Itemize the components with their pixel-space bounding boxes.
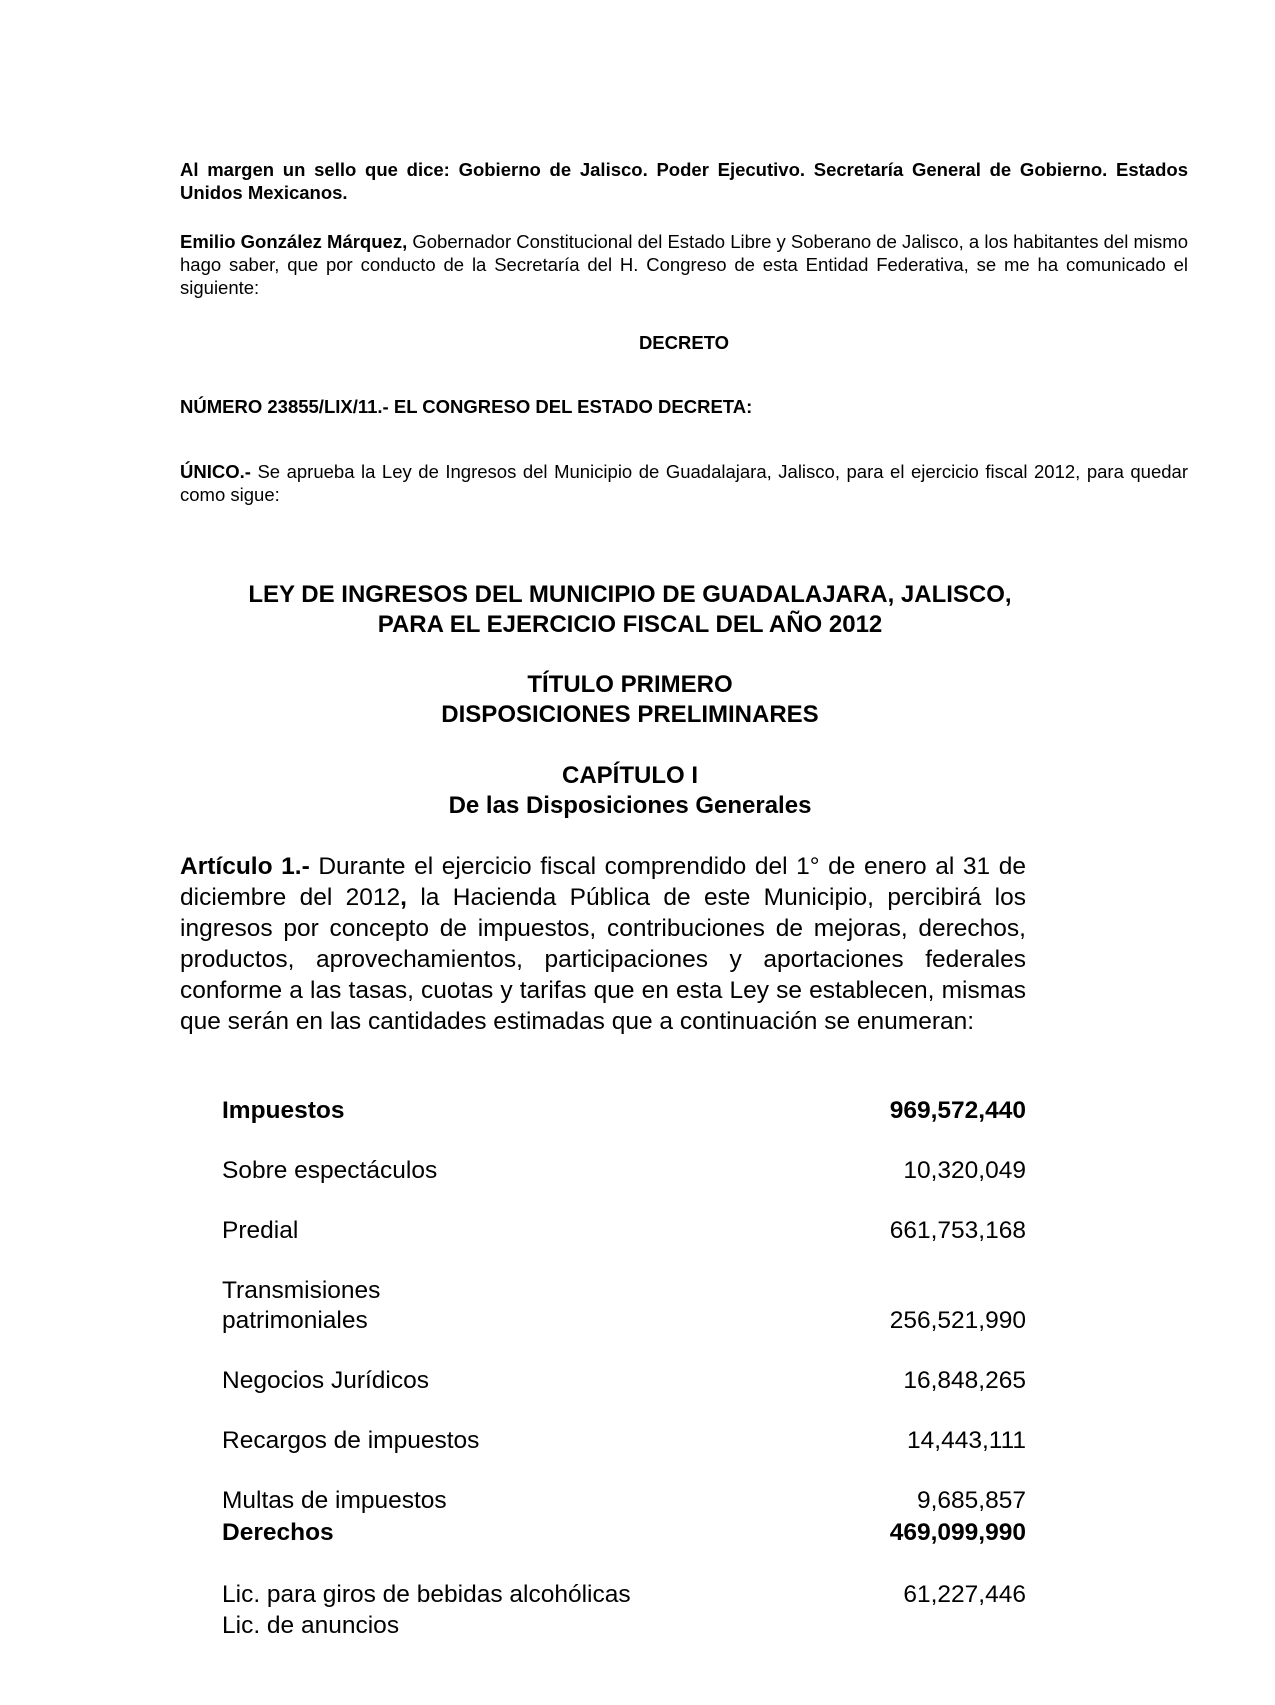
article-label: Artículo 1.- bbox=[180, 853, 310, 880]
titulo-number: TÍTULO PRIMERO bbox=[527, 671, 733, 698]
article-text-b: la Hacienda Pública de este Municipio, percibirá los ingresos por concepto de impuestos, contribuciones de mejoras, derechos, productos, aprovechamientos, participaciones y aportaciones federales conforme a las tasas, cuotas y tarifas que en esta Ley se establecen, mismas que serán en las cantidades estimadas que a continuación se enumeran: bbox=[180, 884, 1026, 1035]
income-label: Sobre espectáculos bbox=[222, 1157, 438, 1184]
income-label bbox=[222, 1276, 380, 1336]
income-label: Impuestos bbox=[222, 1097, 345, 1124]
income-value: 61,227,446 bbox=[903, 1581, 1026, 1608]
governor-name: Emilio González Márquez, bbox=[180, 231, 408, 252]
income-value: 16,848,265 bbox=[903, 1367, 1026, 1394]
income-value: 14,443,111 bbox=[907, 1427, 1026, 1454]
income-value: 469,099,990 bbox=[889, 1519, 1026, 1546]
income-label: Multas de impuestos bbox=[222, 1487, 447, 1514]
seal-note bbox=[180, 158, 1188, 204]
law-title-line-2: PARA EL EJERCICIO FISCAL DEL AÑO 2012 bbox=[377, 611, 883, 638]
capitulo-name: De las Disposiciones Generales bbox=[448, 792, 812, 819]
governor-text: Gobernador Constitucional del Estado Libre y Soberano de Jalisco, a los habitantes del mismo hago saber, que por conducto de la Secretaría del H. Congreso de esta Entidad Federativa, se me ha comunicado el siguiente: bbox=[180, 231, 1188, 298]
capitulo-heading bbox=[100, 761, 1160, 821]
decree-number: NÚMERO 23855/LIX/11.- EL CONGRESO DEL ESTADO DECRETA: bbox=[180, 396, 753, 417]
income-label: Negocios Jurídicos bbox=[222, 1367, 429, 1394]
titulo-heading bbox=[100, 670, 1160, 730]
income-label: Lic. de anuncios bbox=[222, 1612, 400, 1639]
income-label: Predial bbox=[222, 1217, 299, 1244]
income-label: Derechos bbox=[222, 1519, 334, 1546]
seal-note-text: Al margen un sello que dice: Gobierno de Jalisco. Poder Ejecutivo. Secretaría General de Gobierno. Estados Unidos Mexicanos. bbox=[180, 159, 1188, 203]
income-value: 9,685,857 bbox=[917, 1487, 1026, 1514]
unico-text: Se aprueba la Ley de Ingresos del Municipio de Guadalajara, Jalisco, para el ejercicio fiscal 2012, para quedar como sigue: bbox=[180, 461, 1188, 505]
income-value: 10,320,049 bbox=[903, 1157, 1026, 1184]
law-title bbox=[100, 580, 1160, 640]
income-label: Recargos de impuestos bbox=[222, 1427, 480, 1454]
decreto-heading: DECRETO bbox=[638, 332, 730, 353]
article-1 bbox=[180, 851, 1026, 1037]
titulo-name: DISPOSICIONES PRELIMINARES bbox=[441, 701, 819, 728]
income-row-transmisiones bbox=[222, 1276, 1026, 1338]
income-value: 661,753,168 bbox=[889, 1217, 1026, 1244]
income-value: 969,572,440 bbox=[889, 1097, 1026, 1124]
income-value: 256,521,990 bbox=[889, 1307, 1026, 1334]
income-label: Lic. para giros de bebidas alcohólicas bbox=[222, 1581, 631, 1608]
governor-paragraph bbox=[180, 230, 1188, 299]
unico-paragraph bbox=[180, 460, 1188, 506]
income-label-line-1: Transmisiones bbox=[222, 1277, 381, 1304]
law-title-line-1: LEY DE INGRESOS DEL MUNICIPIO DE GUADALAJARA, JALISCO, bbox=[248, 581, 1012, 608]
article-text-a: Durante el ejercicio fiscal comprendido del 1° de enero al 31 de diciembre del 2012 bbox=[180, 853, 1026, 911]
unico-label: ÚNICO.- bbox=[180, 461, 251, 482]
income-label-line-2: patrimoniales bbox=[222, 1307, 368, 1334]
article-comma: , bbox=[400, 884, 407, 911]
capitulo-number: CAPÍTULO I bbox=[562, 762, 698, 789]
